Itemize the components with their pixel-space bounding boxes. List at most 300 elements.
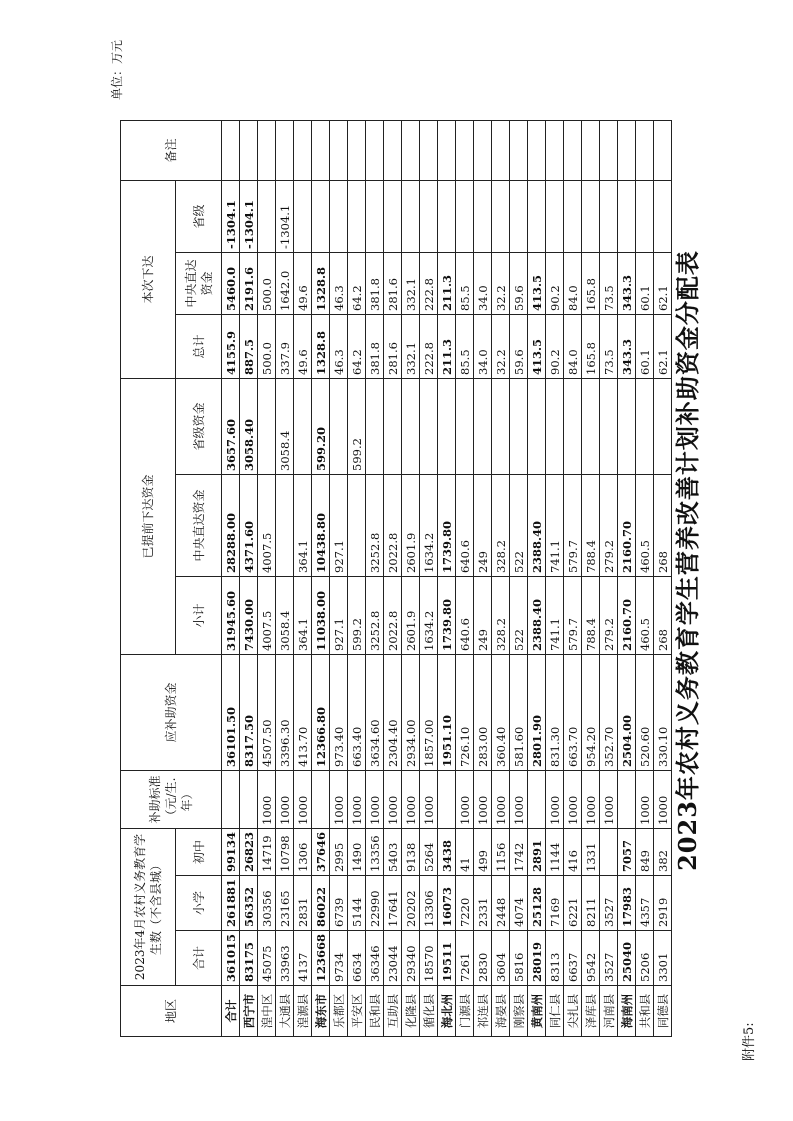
table-row	[654, 120, 672, 1036]
value-cell: 382	[654, 828, 672, 875]
table-row	[294, 120, 312, 1036]
value-cell: 7057	[618, 828, 636, 875]
table-row	[384, 120, 402, 1036]
value-cell: 59.6	[510, 252, 528, 314]
region-cell: 祁连县	[474, 986, 492, 1037]
table-row	[618, 120, 636, 1036]
value-cell: 12366.80	[312, 654, 330, 770]
value-cell	[258, 120, 276, 180]
value-cell: 3396.30	[276, 654, 294, 770]
value-cell: 2388.40	[528, 576, 546, 654]
region-cell: 乐都区	[330, 986, 348, 1037]
value-cell: 1000	[492, 770, 510, 828]
value-cell: 1328.8	[312, 314, 330, 378]
value-cell	[348, 180, 366, 252]
value-cell: 23165	[276, 875, 294, 930]
value-cell: 7169	[546, 875, 564, 930]
value-cell: 7261	[456, 930, 474, 985]
value-cell: 11038.00	[312, 576, 330, 654]
value-cell: 46.3	[330, 252, 348, 314]
value-cell: 6637	[564, 930, 582, 985]
value-cell: 3058.4	[276, 378, 294, 474]
value-cell: 3058.4	[276, 576, 294, 654]
value-cell	[492, 378, 510, 474]
value-cell: 381.8	[366, 314, 384, 378]
value-cell: 64.2	[348, 314, 366, 378]
value-cell	[654, 180, 672, 252]
value-cell: 16073	[438, 875, 456, 930]
value-cell: 2601.9	[402, 474, 420, 576]
value-cell: 413.5	[528, 252, 546, 314]
value-cell: 663.40	[348, 654, 366, 770]
value-cell: 887.5	[240, 314, 258, 378]
value-cell	[582, 378, 600, 474]
value-cell: 2801.90	[528, 654, 546, 770]
value-cell: 3527	[600, 875, 618, 930]
region-cell: 湟中区	[258, 986, 276, 1037]
value-cell: 4074	[510, 875, 528, 930]
region-cell: 平安区	[348, 986, 366, 1037]
table-row	[222, 120, 240, 1036]
value-cell: 1739.80	[438, 474, 456, 576]
value-cell: 62.1	[654, 314, 672, 378]
value-cell	[528, 180, 546, 252]
value-cell: 500.0	[258, 252, 276, 314]
value-cell: 413.70	[294, 654, 312, 770]
value-cell: 3438	[438, 828, 456, 875]
value-cell	[546, 180, 564, 252]
value-cell: 17641	[384, 875, 402, 930]
value-cell: 361015	[222, 930, 240, 985]
value-cell: 1951.10	[438, 654, 456, 770]
value-cell	[618, 180, 636, 252]
value-cell: 579.7	[564, 576, 582, 654]
value-cell: 599.2	[348, 576, 366, 654]
value-cell	[402, 378, 420, 474]
value-cell: 34.0	[474, 252, 492, 314]
value-cell	[654, 378, 672, 474]
value-cell	[258, 180, 276, 252]
value-cell: 268	[654, 576, 672, 654]
value-cell: 413.5	[528, 314, 546, 378]
value-cell: 10438.80	[312, 474, 330, 576]
table-row	[240, 120, 258, 1036]
value-cell: 927.1	[330, 576, 348, 654]
value-cell: 2831	[294, 875, 312, 930]
value-cell	[420, 180, 438, 252]
value-cell: 1156	[492, 828, 510, 875]
value-cell: 279.2	[600, 576, 618, 654]
value-cell	[564, 120, 582, 180]
value-cell: 73.5	[600, 314, 618, 378]
value-cell: 14719	[258, 828, 276, 875]
value-cell: 59.6	[510, 314, 528, 378]
table-row	[600, 120, 618, 1036]
value-cell	[312, 770, 330, 828]
value-cell: 8317.50	[240, 654, 258, 770]
value-cell: 2022.8	[384, 576, 402, 654]
value-cell: 36346	[366, 930, 384, 985]
value-cell: 84.0	[564, 252, 582, 314]
header-junior: 初中	[176, 828, 222, 875]
value-cell: 49.6	[294, 314, 312, 378]
value-cell: 165.8	[582, 314, 600, 378]
value-cell: 261881	[222, 875, 240, 930]
value-cell: 18570	[420, 930, 438, 985]
value-cell: 9734	[330, 930, 348, 985]
header-primary: 小学	[176, 875, 222, 930]
value-cell: 281.6	[384, 314, 402, 378]
table-body	[222, 120, 672, 1036]
value-cell: 281.6	[384, 252, 402, 314]
value-cell	[330, 120, 348, 180]
value-cell: 1490	[348, 828, 366, 875]
value-cell	[546, 378, 564, 474]
value-cell: 1144	[546, 828, 564, 875]
value-cell: 2304.40	[384, 654, 402, 770]
value-cell	[294, 120, 312, 180]
value-cell	[636, 378, 654, 474]
region-cell: 合计	[222, 986, 240, 1037]
value-cell	[582, 180, 600, 252]
value-cell	[366, 378, 384, 474]
value-cell: 599.2	[348, 378, 366, 474]
value-cell: 360.40	[492, 654, 510, 770]
table-row	[528, 120, 546, 1036]
value-cell: 2191.6	[240, 252, 258, 314]
value-cell: 4007.5	[258, 576, 276, 654]
value-cell	[528, 378, 546, 474]
header-total: 合计	[176, 930, 222, 985]
region-cell: 化隆县	[402, 986, 420, 1037]
value-cell: 1000	[582, 770, 600, 828]
region-cell: 共和县	[636, 986, 654, 1037]
value-cell: 1000	[564, 770, 582, 828]
value-cell	[456, 378, 474, 474]
value-cell	[510, 120, 528, 180]
header-standard: 补助标准（元/生.年）	[121, 770, 222, 828]
value-cell: 33963	[276, 930, 294, 985]
value-cell: 337.9	[276, 314, 294, 378]
value-cell	[222, 120, 240, 180]
table-row	[276, 120, 294, 1036]
value-cell: 1000	[402, 770, 420, 828]
region-cell: 门源县	[456, 986, 474, 1037]
value-cell: 37646	[312, 828, 330, 875]
region-cell: 同仁县	[546, 986, 564, 1037]
value-cell: 2331	[474, 875, 492, 930]
region-cell: 黄南州	[528, 986, 546, 1037]
value-cell: 90.2	[546, 252, 564, 314]
value-cell: -1304.1	[222, 180, 240, 252]
value-cell: 222.8	[420, 252, 438, 314]
value-cell: 9542	[582, 930, 600, 985]
value-cell: 6634	[348, 930, 366, 985]
value-cell: 460.5	[636, 576, 654, 654]
region-cell: 海晏县	[492, 986, 510, 1037]
value-cell: 3252.8	[366, 576, 384, 654]
table-row	[474, 120, 492, 1036]
value-cell: 32.2	[492, 252, 510, 314]
table-row	[492, 120, 510, 1036]
value-cell: 332.1	[402, 252, 420, 314]
value-cell: 31945.60	[222, 576, 240, 654]
region-cell: 河南县	[600, 986, 618, 1037]
value-cell	[474, 120, 492, 180]
table-row	[330, 120, 348, 1036]
value-cell: 381.8	[366, 252, 384, 314]
value-cell: 211.3	[438, 314, 456, 378]
table-row	[258, 120, 276, 1036]
value-cell: 1634.2	[420, 576, 438, 654]
value-cell: 249	[474, 474, 492, 576]
value-cell: 581.60	[510, 654, 528, 770]
region-cell: 尖扎县	[564, 986, 582, 1037]
table-header	[121, 120, 222, 1036]
allocation-table	[120, 120, 672, 1037]
value-cell: 211.3	[438, 252, 456, 314]
value-cell	[528, 770, 546, 828]
value-cell: 640.6	[456, 576, 474, 654]
value-cell	[366, 120, 384, 180]
value-cell	[330, 180, 348, 252]
value-cell: 8211	[582, 875, 600, 930]
value-cell	[438, 378, 456, 474]
value-cell: 522	[510, 474, 528, 576]
value-cell: 22990	[366, 875, 384, 930]
value-cell	[240, 770, 258, 828]
value-cell	[600, 828, 618, 875]
value-cell	[546, 120, 564, 180]
value-cell: 1000	[456, 770, 474, 828]
value-cell: 3058.40	[240, 378, 258, 474]
value-cell: 1000	[600, 770, 618, 828]
value-cell: 500.0	[258, 314, 276, 378]
value-cell: 41	[456, 828, 474, 875]
value-cell: 86022	[312, 875, 330, 930]
value-cell: 64.2	[348, 252, 366, 314]
value-cell	[312, 180, 330, 252]
value-cell	[456, 120, 474, 180]
value-cell	[366, 180, 384, 252]
region-cell: 互助县	[384, 986, 402, 1037]
value-cell: 279.2	[600, 474, 618, 576]
value-cell: 13356	[366, 828, 384, 875]
value-cell: 7220	[456, 875, 474, 930]
table-row	[420, 120, 438, 1036]
value-cell: 26823	[240, 828, 258, 875]
value-cell: 1000	[294, 770, 312, 828]
value-cell	[348, 474, 366, 576]
value-cell	[222, 770, 240, 828]
value-cell: 8313	[546, 930, 564, 985]
value-cell	[492, 180, 510, 252]
value-cell: 1742	[510, 828, 528, 875]
value-cell: 45075	[258, 930, 276, 985]
value-cell: 4357	[636, 875, 654, 930]
value-cell: 7430.00	[240, 576, 258, 654]
value-cell	[564, 180, 582, 252]
value-cell	[402, 180, 420, 252]
value-cell: 6739	[330, 875, 348, 930]
value-cell	[600, 378, 618, 474]
annex-label: 附件5:	[742, 1022, 757, 1061]
value-cell: 1000	[510, 770, 528, 828]
value-cell	[438, 770, 456, 828]
value-cell: 1000	[384, 770, 402, 828]
value-cell	[456, 180, 474, 252]
value-cell: 5816	[510, 930, 528, 985]
value-cell	[420, 378, 438, 474]
value-cell: 599.20	[312, 378, 330, 474]
value-cell	[528, 120, 546, 180]
value-cell: 123668	[312, 930, 330, 985]
value-cell	[618, 120, 636, 180]
header-subtotal: 小计	[176, 576, 222, 654]
value-cell: 831.30	[546, 654, 564, 770]
value-cell	[438, 120, 456, 180]
value-cell	[330, 378, 348, 474]
value-cell: 165.8	[582, 252, 600, 314]
value-cell	[600, 120, 618, 180]
table-row	[348, 120, 366, 1036]
value-cell: 46.3	[330, 314, 348, 378]
value-cell: 520.60	[636, 654, 654, 770]
value-cell: 60.1	[636, 252, 654, 314]
value-cell	[348, 120, 366, 180]
value-cell: 343.3	[618, 252, 636, 314]
value-cell: 20202	[402, 875, 420, 930]
table-row	[564, 120, 582, 1036]
value-cell: 1000	[420, 770, 438, 828]
value-cell: 2601.9	[402, 576, 420, 654]
value-cell: 927.1	[330, 474, 348, 576]
value-cell: 29340	[402, 930, 420, 985]
region-cell: 湟源县	[294, 986, 312, 1037]
value-cell: 1328.8	[312, 252, 330, 314]
value-cell: 2388.40	[528, 474, 546, 576]
value-cell: 332.1	[402, 314, 420, 378]
value-cell: 90.2	[546, 314, 564, 378]
header-remark: 备注	[121, 120, 222, 180]
value-cell: 1642.0	[276, 252, 294, 314]
value-cell: 3301	[654, 930, 672, 985]
value-cell: 2919	[654, 875, 672, 930]
value-cell	[474, 180, 492, 252]
table-row	[366, 120, 384, 1036]
value-cell: 85.5	[456, 314, 474, 378]
value-cell: 4007.5	[258, 474, 276, 576]
region-cell: 循化县	[420, 986, 438, 1037]
value-cell: 328.2	[492, 474, 510, 576]
value-cell: 268	[654, 474, 672, 576]
value-cell	[420, 120, 438, 180]
value-cell	[240, 120, 258, 180]
value-cell	[618, 770, 636, 828]
table-row	[438, 120, 456, 1036]
value-cell: 2830	[474, 930, 492, 985]
value-cell: 25040	[618, 930, 636, 985]
value-cell: 663.70	[564, 654, 582, 770]
value-cell: 3634.60	[366, 654, 384, 770]
header-advanced: 已提前下达资金	[121, 378, 176, 654]
value-cell	[384, 180, 402, 252]
value-cell: 4137	[294, 930, 312, 985]
value-cell	[258, 378, 276, 474]
value-cell: 2160.70	[618, 474, 636, 576]
value-cell: 1000	[330, 770, 348, 828]
region-cell: 刚察县	[510, 986, 528, 1037]
value-cell	[384, 120, 402, 180]
header-should: 应补助资金	[121, 654, 222, 770]
value-cell: 17983	[618, 875, 636, 930]
value-cell: -1304.1	[276, 180, 294, 252]
value-cell	[402, 120, 420, 180]
value-cell: 5144	[348, 875, 366, 930]
value-cell: 5264	[420, 828, 438, 875]
region-cell: 海南州	[618, 986, 636, 1037]
value-cell: 2022.8	[384, 474, 402, 576]
table-row	[510, 120, 528, 1036]
value-cell: 1857.00	[420, 654, 438, 770]
value-cell	[510, 180, 528, 252]
value-cell: 2934.00	[402, 654, 420, 770]
value-cell: 1000	[258, 770, 276, 828]
value-cell	[636, 180, 654, 252]
value-cell: 1000	[366, 770, 384, 828]
value-cell: 2891	[528, 828, 546, 875]
value-cell: 23044	[384, 930, 402, 985]
value-cell: 364.1	[294, 576, 312, 654]
value-cell: 640.6	[456, 474, 474, 576]
table-row	[456, 120, 474, 1036]
region-cell: 民和县	[366, 986, 384, 1037]
value-cell: 741.1	[546, 576, 564, 654]
value-cell: 25128	[528, 875, 546, 930]
table-row	[582, 120, 600, 1036]
value-cell: 499	[474, 828, 492, 875]
page-title: 2023年农村义务教育学生营养改善计划补助资金分配表	[673, 250, 702, 871]
value-cell: 726.10	[456, 654, 474, 770]
value-cell: 283.00	[474, 654, 492, 770]
value-cell	[438, 180, 456, 252]
value-cell: 788.4	[582, 576, 600, 654]
value-cell: 5460.0	[222, 252, 240, 314]
value-cell: 222.8	[420, 314, 438, 378]
value-cell: 60.1	[636, 314, 654, 378]
value-cell: 522	[510, 576, 528, 654]
value-cell: 3657.60	[222, 378, 240, 474]
value-cell: 1000	[654, 770, 672, 828]
header-students: 2023年4月农村义务教育学生数（不含县城）	[121, 828, 176, 985]
value-cell: 1634.2	[420, 474, 438, 576]
value-cell: 49.6	[294, 252, 312, 314]
value-cell: 1306	[294, 828, 312, 875]
value-cell	[564, 378, 582, 474]
value-cell: 3252.8	[366, 474, 384, 576]
table-row	[636, 120, 654, 1036]
value-cell	[582, 120, 600, 180]
value-cell: 954.20	[582, 654, 600, 770]
value-cell	[618, 378, 636, 474]
header-region: 地区	[121, 986, 222, 1037]
value-cell: 3527	[600, 930, 618, 985]
table-row	[546, 120, 564, 1036]
header-batch-total: 总计	[176, 314, 222, 378]
region-cell: 海北州	[438, 986, 456, 1037]
value-cell: 10798	[276, 828, 294, 875]
value-cell	[510, 378, 528, 474]
